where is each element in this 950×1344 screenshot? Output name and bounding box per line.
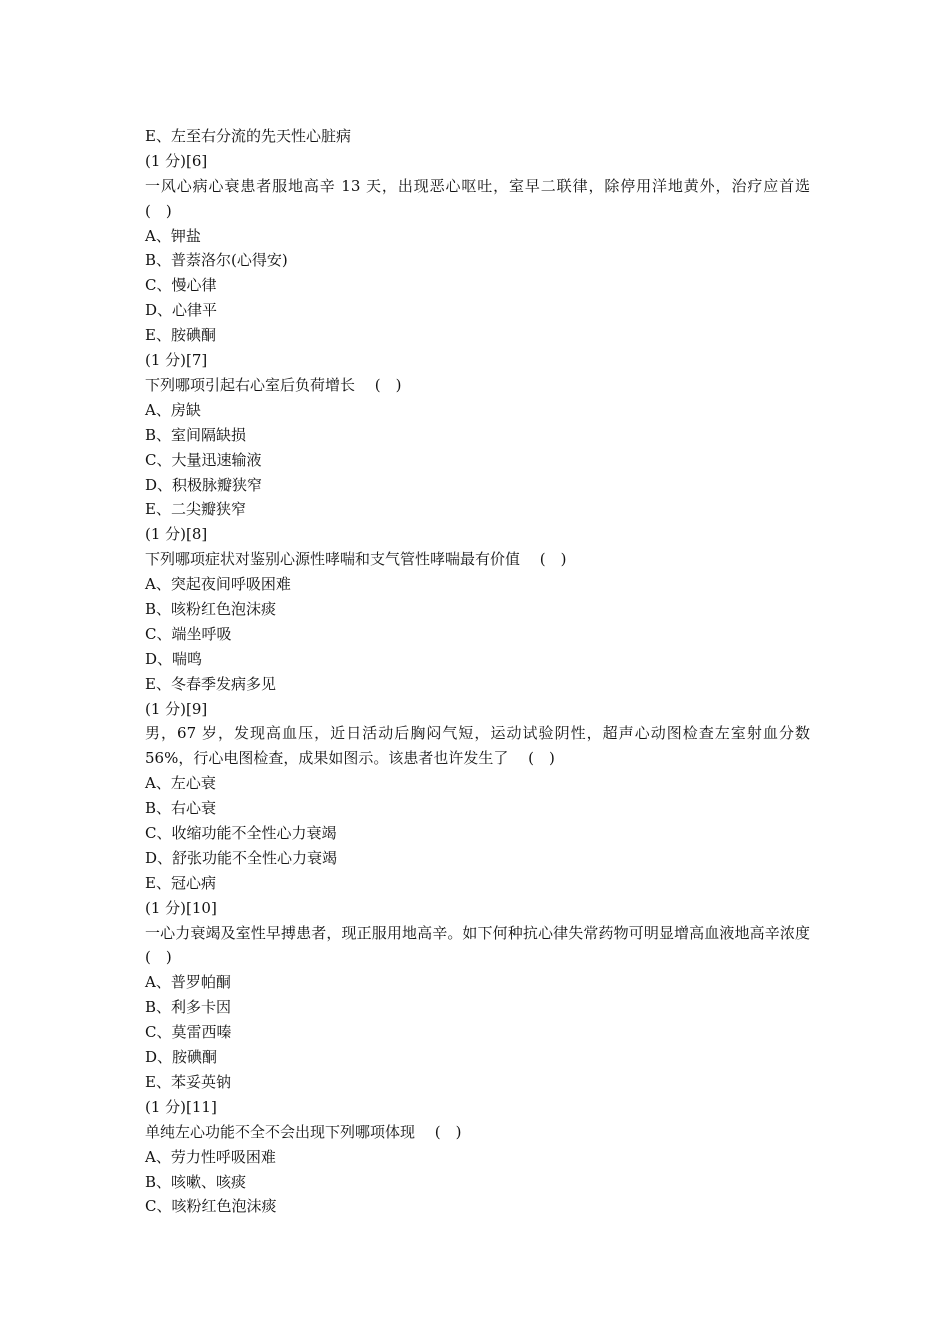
option-line: E、冠心病 — [145, 873, 216, 892]
option-line: D、舒张功能不全性心力衰竭 — [145, 848, 338, 867]
question-number: (1 分)[11] — [145, 1097, 217, 1116]
option-line: A、劳力性呼吸困难 — [145, 1147, 276, 1166]
option-line: A、钾盐 — [145, 226, 201, 245]
option-line: C、端坐呼吸 — [145, 624, 232, 643]
option-line: E、胺碘酮 — [145, 326, 216, 345]
option-line: C、咳粉红色泡沫痰 — [145, 1197, 277, 1216]
question-number: (1 分)[9] — [145, 699, 208, 718]
question-text: 一心力衰竭及室性早搏患者，现正服用地高辛。如下何种抗心律失常药物可明显增高血液地高辛浓度 ( ) — [145, 923, 830, 967]
question-text: 男，67 岁，发现高血压，近日活动后胸闷气短，运动试验阴性，超声心动图检查左室射血分数 56%，行心电图检查，成果如图示。该患者也许发生了 ( ) — [145, 724, 810, 768]
question-text: 下列哪项症状对鉴别心源性哮喘和支气管性哮喘最有价值 ( ) — [145, 550, 567, 569]
option-line: B、利多卡因 — [145, 998, 232, 1017]
question-number: (1 分)[6] — [145, 151, 208, 170]
option-line: A、房缺 — [145, 400, 201, 419]
option-line: B、普萘洛尔(心得安) — [145, 251, 288, 270]
option-line: D、心律平 — [145, 301, 218, 320]
option-line: B、咳嗽、咳痰 — [145, 1172, 247, 1191]
option-line: D、胺碘酮 — [145, 1048, 218, 1067]
question-number: (1 分)[10] — [145, 898, 217, 917]
question-text: 单纯左心功能不全不会出现下列哪项体现 ( ) — [145, 1122, 462, 1141]
option-line: B、室间隔缺损 — [145, 425, 247, 444]
option-line: C、慢心律 — [145, 276, 217, 295]
option-line: A、左心衰 — [145, 774, 216, 793]
option-line: A、突起夜间呼吸困难 — [145, 575, 291, 594]
option-line: A、普罗帕酮 — [145, 973, 231, 992]
question-text: 一风心病心衰患者服地高辛 13 天，出现恶心呕吐，室早二联律，除停用洋地黄外，治疗应首选 ( ) — [145, 176, 830, 220]
question-number: (1 分)[7] — [145, 351, 208, 370]
option-line: D、喘鸣 — [145, 649, 203, 668]
option-line: E、二尖瓣狭窄 — [145, 500, 246, 519]
option-line: C、收缩功能不全性心力衰竭 — [145, 824, 337, 842]
option-line: C、大量迅速输液 — [145, 450, 262, 469]
question-text: 下列哪项引起右心室后负荷增长 ( ) — [145, 375, 402, 394]
option-line: B、右心衰 — [145, 799, 217, 818]
option-line: D、积极脉瓣狭窄 — [145, 475, 263, 494]
option-line: B、咳粉红色泡沫痰 — [145, 599, 277, 618]
option-line: E、左至右分流的先天性心脏病 — [145, 127, 351, 145]
document-page — [145, 124, 830, 1219]
option-line: E、冬春季发病多见 — [145, 674, 276, 693]
option-line: C、莫雷西嗪 — [145, 1023, 232, 1042]
question-number: (1 分)[8] — [145, 525, 208, 544]
option-line: E、苯妥英钠 — [145, 1072, 231, 1091]
